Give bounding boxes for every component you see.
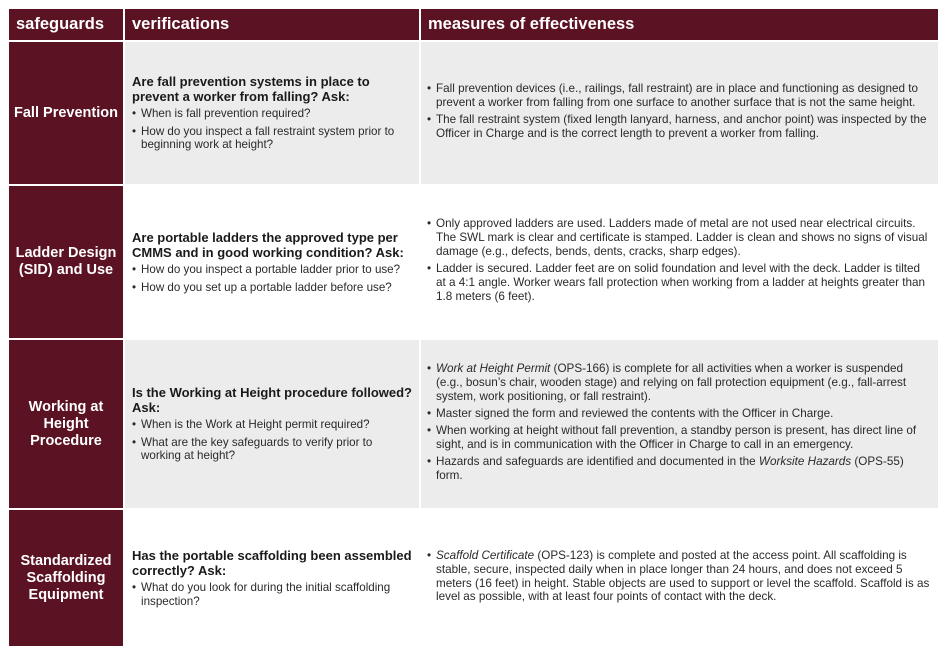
ask-list	[132, 418, 413, 464]
permit-name: Work at Height Permit	[436, 362, 551, 376]
table-row	[9, 42, 938, 186]
ask-list	[132, 581, 413, 609]
header-verifications: verifications	[125, 9, 421, 42]
measures-cell	[421, 340, 938, 510]
measure-item	[427, 362, 930, 404]
ask-item: • When is the Work at Height permit required?	[132, 418, 413, 432]
ask-item: • How do you inspect a fall restraint system prior to beginning work at height?	[132, 125, 413, 153]
ask-item: • What are the key safeguards to verify prior to working at height?	[132, 436, 413, 464]
measures-list	[427, 217, 930, 303]
measure-item: • Only approved ladders are used. Ladders made of metal are not used near electrical circuits. The SWL mark is clear and certificate is stamped. Ladder is clean and shows no signs of visual damage (e.g., defects, bends, dents, cracks, sharp edges).	[427, 217, 930, 259]
verification-question: Are portable ladders the approved type per CMMS and in good working condition? Ask:	[132, 229, 404, 260]
ask-item: • When is fall prevention required?	[132, 107, 413, 121]
category-fall-prevention: Fall Prevention	[9, 42, 125, 186]
verification-question: Has the portable scaffolding been assembled correctly? Ask:	[132, 547, 412, 578]
measures-cell	[421, 42, 938, 186]
measure-item: • Fall prevention devices (i.e., railings, fall restraint) are in place and functioning as designed to prevent a worker from falling from one surface to another surface that is not the same height.	[427, 82, 930, 110]
ask-item: • How do you set up a portable ladder before use?	[132, 281, 413, 295]
verification-cell	[125, 42, 421, 186]
verification-question: Are fall prevention systems in place to prevent a worker from falling? Ask:	[132, 73, 370, 104]
ask-item: • How do you inspect a portable ladder prior to use?	[132, 263, 413, 277]
certificate-name: Scaffold Certificate	[436, 548, 535, 562]
header-measures: measures of effectiveness	[421, 9, 938, 42]
measure-item: • The fall restraint system (fixed length lanyard, harness, and anchor point) was inspected by the Officer in Charge and is the correct length to prevent a worker from falling.	[427, 113, 930, 141]
category-working-at-height: Working at Height Procedure	[9, 340, 125, 510]
measure-item: • Ladder is secured. Ladder feet are on solid foundation and level with the deck. Ladder is tilted at a 4:1 angle. Worker wears fall protection when working from a ladder at heights greater than 1.8 meters (6 feet).	[427, 262, 930, 304]
measures-cell	[421, 186, 938, 340]
measure-text: (OPS-55) form.	[436, 454, 904, 482]
measure-text: Hazards and safeguards are identified and documented in the	[436, 454, 759, 468]
measures-list	[427, 362, 930, 482]
safeguards-table	[9, 9, 938, 648]
verification-cell	[125, 340, 421, 510]
verification-cell	[125, 186, 421, 340]
measure-item: • Master signed the form and reviewed the contents with the Officer in Charge.	[427, 407, 930, 421]
measure-item: • When working at height without fall prevention, a standby person is present, has direct line of sight, and is in communication with the Officer in Charge to call in an emergency.	[427, 424, 930, 452]
verification-question: Is the Working at Height procedure followed? Ask:	[132, 384, 413, 415]
measures-list	[427, 82, 930, 141]
measure-item	[427, 455, 930, 483]
measures-list	[427, 549, 930, 605]
measure-item	[427, 549, 930, 605]
measures-cell	[421, 510, 938, 648]
ask-list	[132, 263, 413, 295]
verification-cell	[125, 510, 421, 648]
header-safeguards: safeguards	[9, 9, 125, 42]
category-ladder-design: Ladder Design (SID) and Use	[9, 186, 125, 340]
ask-item: • What do you look for during the initial scaffolding inspection?	[132, 581, 413, 609]
measure-text: (OPS-166) is complete for all activities when a worker is suspended (e.g., bosun’s chair, wooden stage) and relying on fall protection equipment (e.g., fall-arrest system, work positioning, or fall restraint).	[436, 362, 907, 404]
table-row	[9, 186, 938, 340]
measure-text: (OPS-123) is complete and posted at the access point. All scaffolding is stable, secure, inspected daily when in place longer than 24 hours, and does not exceed 5 meters (16 feet) in height. Stable objects are used to support or level the scaffold. Scaffold is as level as possible, with at least four points of contact with the deck.	[436, 548, 930, 604]
table-row	[9, 340, 938, 510]
header-row	[9, 9, 938, 42]
form-name: Worksite Hazards	[758, 454, 852, 468]
table-row	[9, 510, 938, 648]
category-scaffolding: Standardized Scaffolding Equipment	[9, 510, 125, 648]
ask-list	[132, 107, 413, 153]
